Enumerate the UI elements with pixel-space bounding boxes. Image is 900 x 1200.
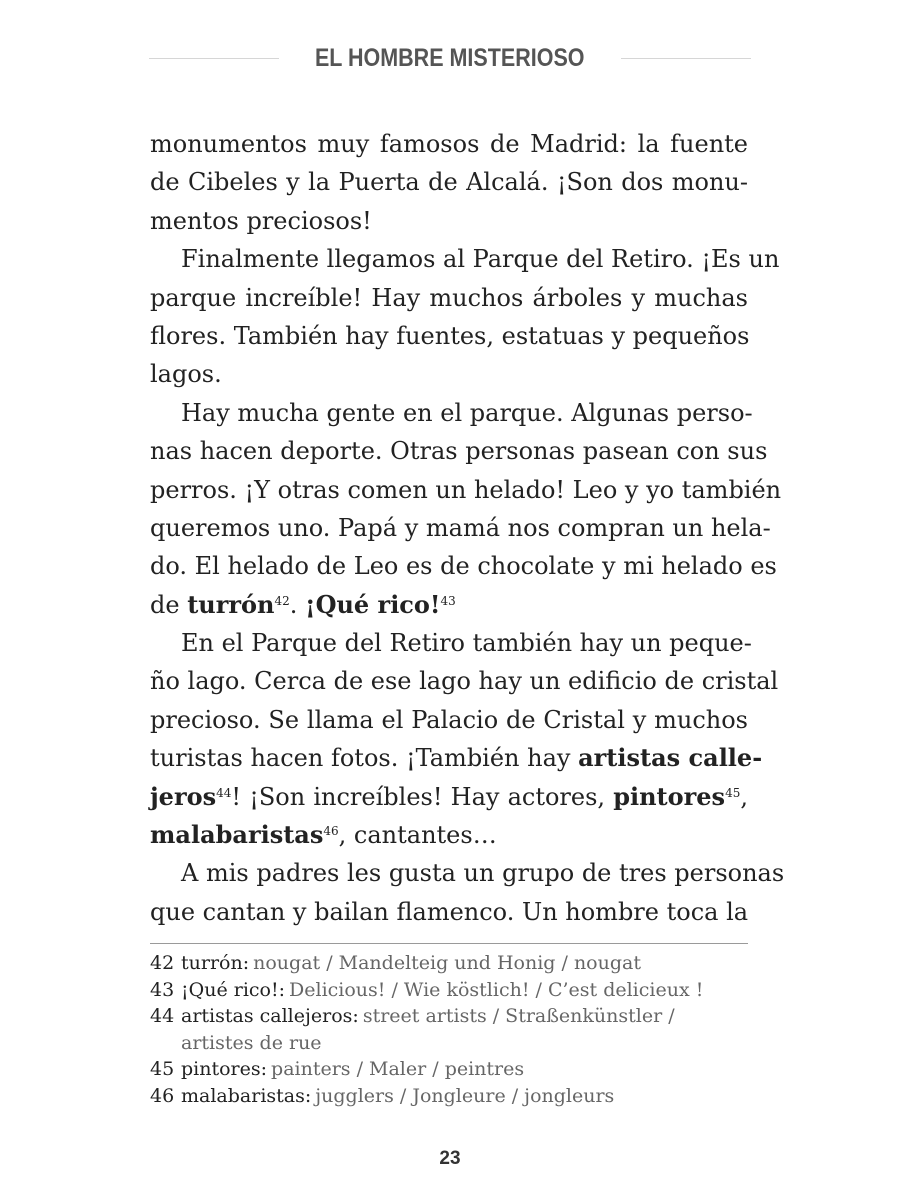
footnote-translation: nougat / Mandelteig und Honig / nougat (253, 952, 641, 974)
text-line: Finalmente llegamos al Parque del Retiro. ¡Es un (181, 245, 780, 274)
running-title: EL HOMBRE MISTERIOSO (315, 44, 585, 72)
text-line: nas hacen deporte. Otras personas pasean con sus (150, 437, 768, 466)
footnote-number: 45 (150, 1058, 175, 1080)
text-line: lagos. (150, 360, 222, 389)
text-line: Hay mucha gente en el parque. Algunas perso- (181, 398, 753, 427)
text-line: queremos uno. Papá y mamá nos compran un hela- (150, 513, 771, 542)
text-line: A mis padres les gusta un grupo de tres personas (181, 859, 785, 888)
footnote-number: 44 (150, 1005, 175, 1027)
glossary-term: jeros (150, 781, 217, 811)
footnote (150, 1056, 750, 1083)
text-run: , (740, 782, 748, 811)
footnote-term: turrón: (181, 952, 250, 974)
footnote-ref: 46 (323, 824, 339, 839)
footnote-divider (150, 943, 748, 944)
text-run: turistas hacen fotos. ¡También hay (150, 744, 579, 773)
footnote-translation: street artists / Straßenkünstler / (362, 1005, 675, 1027)
footnote-number: 43 (150, 978, 175, 1001)
text-line: parque increíble! Hay muchos árboles y muchas (150, 283, 748, 312)
footnote (150, 1083, 750, 1110)
footnote-ref: 44 (216, 785, 232, 800)
footnotes (150, 950, 750, 1109)
footnote-number: 42 (150, 952, 175, 974)
glossary-term: artistas calle- (578, 743, 763, 773)
text-line (150, 586, 748, 624)
footnote-translation: painters / Maler / peintres (271, 1058, 525, 1080)
footnote-term: ¡Qué rico!: (181, 978, 286, 1001)
footnote-term: pintores: (181, 1058, 268, 1080)
header-rule-left (149, 58, 279, 59)
text-line: monumentos muy famosos de Madrid: la fuente (150, 130, 748, 158)
text-line: mentos preciosos! (150, 206, 372, 235)
footnote-ref: 43 (440, 593, 456, 608)
text-line: ño lago. Cerca de ese lago hay un edificio de cristal (150, 667, 779, 696)
text-line: do. El helado de Leo es de chocolate y mi helado es (150, 552, 777, 581)
text-run: , cantantes… (338, 821, 497, 850)
text-line (150, 816, 748, 854)
glossary-term: turrón (187, 589, 275, 619)
footnote-term: malabaristas: (181, 1084, 312, 1107)
footnote (150, 950, 750, 977)
text-run: . (289, 590, 306, 619)
footnote-translation: Delicious! / Wie köstlich! / C’est delicieux ! (289, 978, 704, 1001)
glossary-term: malabaristas (150, 820, 324, 850)
glossary-term: ¡Qué rico! (305, 589, 441, 619)
text-run: de (150, 590, 188, 619)
text-line (150, 739, 763, 777)
footnote-continuation: artistes de rue (181, 1031, 322, 1054)
footnote (150, 1003, 750, 1030)
text-line: En el Parque del Retiro también hay un peque- (181, 629, 752, 658)
body-text (150, 125, 785, 931)
footnote-ref: 42 (274, 593, 290, 608)
header-rule-right (621, 58, 751, 59)
footnote-ref: 45 (725, 785, 741, 800)
text-line: precioso. Se llama el Palacio de Cristal y muchos (150, 705, 748, 734)
text-line (150, 778, 748, 816)
footnote-number: 46 (150, 1084, 175, 1107)
text-line: que cantan y bailan flamenco. Un hombre toca la (150, 897, 749, 926)
running-header (0, 44, 900, 73)
text-line: de Cibeles y la Puerta de Alcalá. ¡Son dos monu- (150, 168, 748, 197)
footnote-translation: jugglers / Jongleure / jongleurs (315, 1084, 615, 1107)
footnote-term: artistas callejeros: (181, 1005, 359, 1027)
page-number: 23 (439, 1148, 461, 1169)
text-run: ! ¡Son increíbles! Hay actores, (231, 782, 614, 811)
footnote (150, 977, 750, 1004)
text-line: flores. También hay fuentes, estatuas y pequeños (150, 321, 750, 350)
glossary-term: pintores (613, 781, 726, 811)
text-line: perros. ¡Y otras comen un helado! Leo y yo también (150, 475, 782, 504)
